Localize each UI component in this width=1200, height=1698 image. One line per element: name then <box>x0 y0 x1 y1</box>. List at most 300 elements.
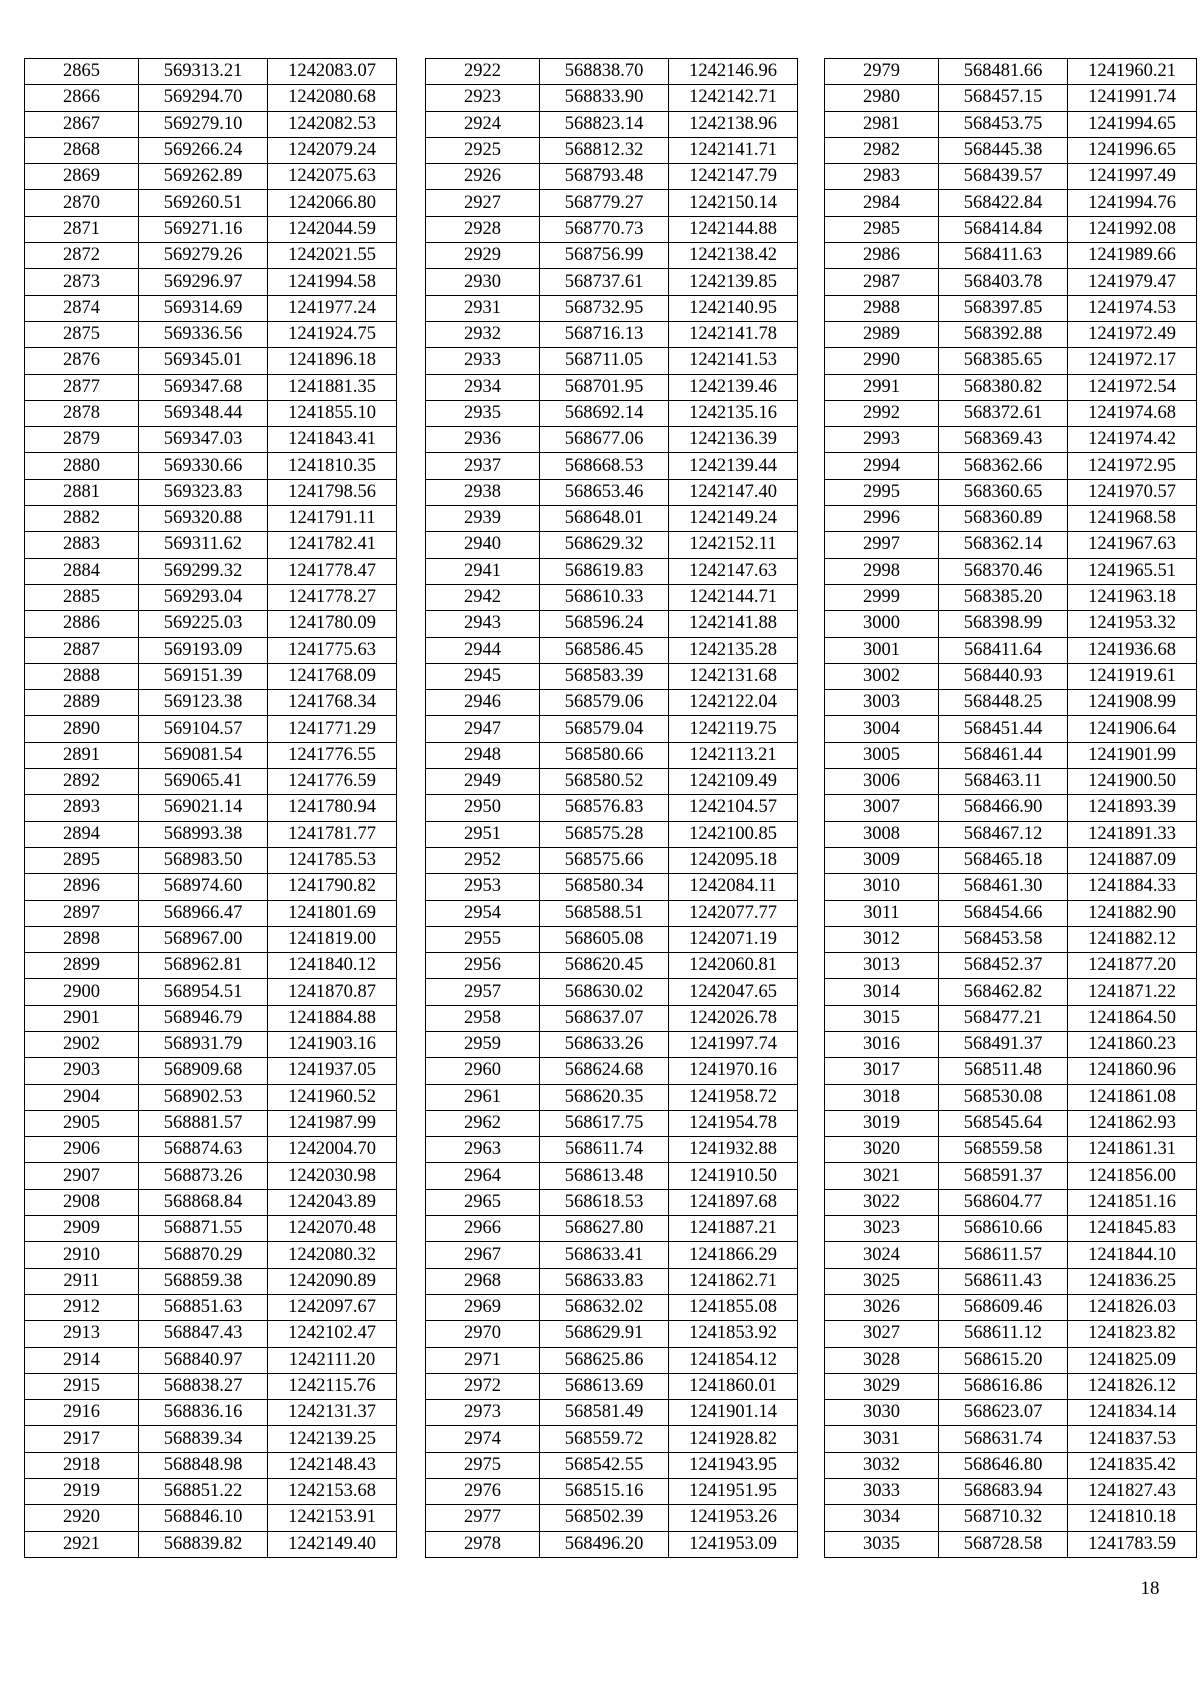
table-row <box>426 1505 798 1531</box>
point-number-cell: 3026 <box>825 1294 939 1320</box>
table-row <box>25 1005 397 1031</box>
point-number-cell: 2956 <box>426 953 540 979</box>
y-coordinate-cell: 1241855.08 <box>669 1294 798 1320</box>
point-number-cell: 2935 <box>426 400 540 426</box>
x-coordinate-cell: 568542.55 <box>540 1452 669 1478</box>
point-number-cell: 2983 <box>825 164 939 190</box>
table-row <box>25 900 397 926</box>
y-coordinate-cell: 1242152.11 <box>669 532 798 558</box>
x-coordinate-cell: 568398.99 <box>939 611 1068 637</box>
table-row <box>25 243 397 269</box>
point-number-cell: 3017 <box>825 1058 939 1084</box>
coordinate-table-1 <box>24 58 397 1558</box>
point-number-cell: 3016 <box>825 1031 939 1057</box>
y-coordinate-cell: 1242090.89 <box>268 1268 397 1294</box>
x-coordinate-cell: 568511.48 <box>939 1058 1068 1084</box>
y-coordinate-cell: 1241908.99 <box>1068 690 1197 716</box>
y-coordinate-cell: 1242115.76 <box>268 1373 397 1399</box>
x-coordinate-cell: 568462.82 <box>939 979 1068 1005</box>
y-coordinate-cell: 1241953.26 <box>669 1505 798 1531</box>
point-number-cell: 2919 <box>25 1479 139 1505</box>
y-coordinate-cell: 1241851.16 <box>1068 1189 1197 1215</box>
table-row <box>25 269 397 295</box>
x-coordinate-cell: 569081.54 <box>139 742 268 768</box>
table-row <box>25 1321 397 1347</box>
table-row <box>426 953 798 979</box>
y-coordinate-cell: 1242104.57 <box>669 795 798 821</box>
point-number-cell: 3009 <box>825 847 939 873</box>
point-number-cell: 2923 <box>426 85 540 111</box>
y-coordinate-cell: 1241972.54 <box>1068 374 1197 400</box>
point-number-cell: 2953 <box>426 874 540 900</box>
y-coordinate-cell: 1241783.59 <box>1068 1531 1197 1557</box>
x-coordinate-cell: 568737.61 <box>540 269 669 295</box>
table-row <box>426 716 798 742</box>
point-number-cell: 2931 <box>426 295 540 321</box>
x-coordinate-cell: 568623.07 <box>939 1400 1068 1426</box>
point-number-cell: 2898 <box>25 926 139 952</box>
table-row <box>426 1531 798 1557</box>
table-row <box>25 295 397 321</box>
x-coordinate-cell: 568586.45 <box>540 637 669 663</box>
table-row <box>825 111 1197 137</box>
y-coordinate-cell: 1241972.95 <box>1068 453 1197 479</box>
y-coordinate-cell: 1241861.08 <box>1068 1084 1197 1110</box>
y-coordinate-cell: 1241896.18 <box>268 348 397 374</box>
table-row <box>426 1189 798 1215</box>
table-row <box>25 663 397 689</box>
table-row <box>426 59 798 85</box>
point-number-cell: 3019 <box>825 1110 939 1136</box>
table-row <box>426 1242 798 1268</box>
table-row <box>825 874 1197 900</box>
x-coordinate-cell: 568993.38 <box>139 821 268 847</box>
table-row <box>25 111 397 137</box>
y-coordinate-cell: 1241958.72 <box>669 1084 798 1110</box>
x-coordinate-cell: 568946.79 <box>139 1005 268 1031</box>
y-coordinate-cell: 1241994.58 <box>268 269 397 295</box>
point-number-cell: 2970 <box>426 1321 540 1347</box>
x-coordinate-cell: 568385.20 <box>939 584 1068 610</box>
x-coordinate-cell: 568793.48 <box>540 164 669 190</box>
point-number-cell: 2918 <box>25 1452 139 1478</box>
table-row <box>426 269 798 295</box>
x-coordinate-cell: 568559.72 <box>540 1426 669 1452</box>
point-number-cell: 2903 <box>25 1058 139 1084</box>
x-coordinate-cell: 569262.89 <box>139 164 268 190</box>
x-coordinate-cell: 568457.15 <box>939 85 1068 111</box>
x-coordinate-cell: 568439.57 <box>939 164 1068 190</box>
point-number-cell: 2883 <box>25 532 139 558</box>
x-coordinate-cell: 568618.53 <box>540 1189 669 1215</box>
point-number-cell: 2998 <box>825 558 939 584</box>
x-coordinate-cell: 568411.63 <box>939 243 1068 269</box>
y-coordinate-cell: 1241837.53 <box>1068 1426 1197 1452</box>
y-coordinate-cell: 1241844.10 <box>1068 1242 1197 1268</box>
x-coordinate-cell: 568677.06 <box>540 427 669 453</box>
x-coordinate-cell: 568833.90 <box>540 85 669 111</box>
point-number-cell: 3008 <box>825 821 939 847</box>
y-coordinate-cell: 1241953.32 <box>1068 611 1197 637</box>
x-coordinate-cell: 568633.26 <box>540 1031 669 1057</box>
point-number-cell: 2902 <box>25 1031 139 1057</box>
point-number-cell: 2991 <box>825 374 939 400</box>
x-coordinate-cell: 568624.68 <box>540 1058 669 1084</box>
x-coordinate-cell: 568870.29 <box>139 1242 268 1268</box>
x-coordinate-cell: 568756.99 <box>540 243 669 269</box>
y-coordinate-cell: 1242070.48 <box>268 1216 397 1242</box>
point-number-cell: 2972 <box>426 1373 540 1399</box>
point-number-cell: 2937 <box>426 453 540 479</box>
point-number-cell: 3030 <box>825 1400 939 1426</box>
x-coordinate-cell: 568385.65 <box>939 348 1068 374</box>
point-number-cell: 2951 <box>426 821 540 847</box>
y-coordinate-cell: 1242075.63 <box>268 164 397 190</box>
point-number-cell: 2986 <box>825 243 939 269</box>
y-coordinate-cell: 1241856.00 <box>1068 1163 1197 1189</box>
x-coordinate-cell: 568962.81 <box>139 953 268 979</box>
point-number-cell: 2976 <box>426 1479 540 1505</box>
table-row <box>25 1505 397 1531</box>
y-coordinate-cell: 1241928.82 <box>669 1426 798 1452</box>
y-coordinate-cell: 1241785.53 <box>268 847 397 873</box>
table-row <box>825 1426 1197 1452</box>
table-row <box>825 1373 1197 1399</box>
y-coordinate-cell: 1241974.53 <box>1068 295 1197 321</box>
table-row <box>426 1426 798 1452</box>
x-coordinate-cell: 568881.57 <box>139 1110 268 1136</box>
x-coordinate-cell: 568580.66 <box>540 742 669 768</box>
y-coordinate-cell: 1242080.32 <box>268 1242 397 1268</box>
table-row <box>825 137 1197 163</box>
x-coordinate-cell: 568465.18 <box>939 847 1068 873</box>
point-number-cell: 2955 <box>426 926 540 952</box>
y-coordinate-cell: 1241972.17 <box>1068 348 1197 374</box>
y-coordinate-cell: 1242109.49 <box>669 769 798 795</box>
x-coordinate-cell: 568611.57 <box>939 1242 1068 1268</box>
table-row <box>426 979 798 1005</box>
point-number-cell: 2940 <box>426 532 540 558</box>
x-coordinate-cell: 568868.84 <box>139 1189 268 1215</box>
y-coordinate-cell: 1242141.88 <box>669 611 798 637</box>
table-row <box>825 1321 1197 1347</box>
point-number-cell: 2914 <box>25 1347 139 1373</box>
table-row <box>25 1373 397 1399</box>
x-coordinate-cell: 568840.97 <box>139 1347 268 1373</box>
table-row <box>426 558 798 584</box>
y-coordinate-cell: 1241862.93 <box>1068 1110 1197 1136</box>
table-row <box>426 690 798 716</box>
table-row <box>25 742 397 768</box>
table-row <box>825 374 1197 400</box>
x-coordinate-cell: 568530.08 <box>939 1084 1068 1110</box>
point-number-cell: 2876 <box>25 348 139 374</box>
point-number-cell: 2954 <box>426 900 540 926</box>
x-coordinate-cell: 568653.46 <box>540 479 669 505</box>
table-row <box>426 243 798 269</box>
table-row <box>25 1163 397 1189</box>
point-number-cell: 3006 <box>825 769 939 795</box>
x-coordinate-cell: 568966.47 <box>139 900 268 926</box>
y-coordinate-cell: 1242139.25 <box>268 1426 397 1452</box>
y-coordinate-cell: 1242144.88 <box>669 216 798 242</box>
point-number-cell: 2988 <box>825 295 939 321</box>
x-coordinate-cell: 569279.26 <box>139 243 268 269</box>
table-row <box>25 926 397 952</box>
x-coordinate-cell: 568701.95 <box>540 374 669 400</box>
table-row <box>426 663 798 689</box>
point-number-cell: 2887 <box>25 637 139 663</box>
table-row <box>825 953 1197 979</box>
table-row <box>426 1084 798 1110</box>
y-coordinate-cell: 1242149.24 <box>669 506 798 532</box>
y-coordinate-cell: 1241823.82 <box>1068 1321 1197 1347</box>
y-coordinate-cell: 1241780.94 <box>268 795 397 821</box>
y-coordinate-cell: 1242141.53 <box>669 348 798 374</box>
x-coordinate-cell: 568692.14 <box>540 400 669 426</box>
table-row <box>426 769 798 795</box>
point-number-cell: 3024 <box>825 1242 939 1268</box>
point-number-cell: 2966 <box>426 1216 540 1242</box>
y-coordinate-cell: 1241960.52 <box>268 1084 397 1110</box>
x-coordinate-cell: 569320.88 <box>139 506 268 532</box>
table-row <box>426 427 798 453</box>
point-number-cell: 2947 <box>426 716 540 742</box>
y-coordinate-cell: 1241776.55 <box>268 742 397 768</box>
x-coordinate-cell: 568414.84 <box>939 216 1068 242</box>
point-number-cell: 2897 <box>25 900 139 926</box>
point-number-cell: 2877 <box>25 374 139 400</box>
x-coordinate-cell: 569021.14 <box>139 795 268 821</box>
y-coordinate-cell: 1241994.76 <box>1068 190 1197 216</box>
point-number-cell: 2962 <box>426 1110 540 1136</box>
point-number-cell: 2978 <box>426 1531 540 1557</box>
x-coordinate-cell: 568611.12 <box>939 1321 1068 1347</box>
point-number-cell: 2880 <box>25 453 139 479</box>
point-number-cell: 3018 <box>825 1084 939 1110</box>
table-row <box>825 663 1197 689</box>
point-number-cell: 2949 <box>426 769 540 795</box>
y-coordinate-cell: 1241775.63 <box>268 637 397 663</box>
table-row <box>25 427 397 453</box>
point-number-cell: 2889 <box>25 690 139 716</box>
y-coordinate-cell: 1241989.66 <box>1068 243 1197 269</box>
y-coordinate-cell: 1241826.03 <box>1068 1294 1197 1320</box>
point-number-cell: 2886 <box>25 611 139 637</box>
point-number-cell: 2870 <box>25 190 139 216</box>
y-coordinate-cell: 1241936.68 <box>1068 637 1197 663</box>
y-coordinate-cell: 1241974.42 <box>1068 427 1197 453</box>
point-number-cell: 2873 <box>25 269 139 295</box>
y-coordinate-cell: 1242138.96 <box>669 111 798 137</box>
point-number-cell: 2881 <box>25 479 139 505</box>
x-coordinate-cell: 568838.27 <box>139 1373 268 1399</box>
point-number-cell: 2950 <box>426 795 540 821</box>
x-coordinate-cell: 568871.55 <box>139 1216 268 1242</box>
y-coordinate-cell: 1241882.90 <box>1068 900 1197 926</box>
y-coordinate-cell: 1241994.65 <box>1068 111 1197 137</box>
table-row <box>825 85 1197 111</box>
table-row <box>825 1505 1197 1531</box>
point-number-cell: 2936 <box>426 427 540 453</box>
y-coordinate-cell: 1241835.42 <box>1068 1452 1197 1478</box>
point-number-cell: 2871 <box>25 216 139 242</box>
table-row <box>426 1373 798 1399</box>
x-coordinate-cell: 568611.43 <box>939 1268 1068 1294</box>
x-coordinate-cell: 568453.75 <box>939 111 1068 137</box>
point-number-cell: 2921 <box>25 1531 139 1557</box>
y-coordinate-cell: 1241893.39 <box>1068 795 1197 821</box>
table-row <box>25 1242 397 1268</box>
table-row <box>426 1268 798 1294</box>
point-number-cell: 3005 <box>825 742 939 768</box>
point-number-cell: 2944 <box>426 637 540 663</box>
x-coordinate-cell: 568629.32 <box>540 532 669 558</box>
x-coordinate-cell: 568847.43 <box>139 1321 268 1347</box>
table-row <box>25 1479 397 1505</box>
y-coordinate-cell: 1242150.14 <box>669 190 798 216</box>
table-row <box>825 1294 1197 1320</box>
x-coordinate-cell: 569336.56 <box>139 321 268 347</box>
point-number-cell: 2980 <box>825 85 939 111</box>
x-coordinate-cell: 568397.85 <box>939 295 1068 321</box>
point-number-cell: 2943 <box>426 611 540 637</box>
table-row <box>25 479 397 505</box>
x-coordinate-cell: 568576.83 <box>540 795 669 821</box>
y-coordinate-cell: 1241870.87 <box>268 979 397 1005</box>
y-coordinate-cell: 1241996.65 <box>1068 137 1197 163</box>
table-row <box>25 532 397 558</box>
table-row <box>825 295 1197 321</box>
table-row <box>825 716 1197 742</box>
y-coordinate-cell: 1241951.95 <box>669 1479 798 1505</box>
x-coordinate-cell: 568451.44 <box>939 716 1068 742</box>
y-coordinate-cell: 1241972.49 <box>1068 321 1197 347</box>
table-row <box>25 400 397 426</box>
point-number-cell: 2969 <box>426 1294 540 1320</box>
y-coordinate-cell: 1241960.21 <box>1068 59 1197 85</box>
table-row <box>825 611 1197 637</box>
x-coordinate-cell: 568874.63 <box>139 1137 268 1163</box>
point-number-cell: 2925 <box>426 137 540 163</box>
point-number-cell: 2928 <box>426 216 540 242</box>
point-number-cell: 2995 <box>825 479 939 505</box>
table-row <box>426 1400 798 1426</box>
x-coordinate-cell: 568620.35 <box>540 1084 669 1110</box>
y-coordinate-cell: 1242071.19 <box>669 926 798 952</box>
y-coordinate-cell: 1241871.22 <box>1068 979 1197 1005</box>
x-coordinate-cell: 568604.77 <box>939 1189 1068 1215</box>
table-row <box>825 506 1197 532</box>
y-coordinate-cell: 1241827.43 <box>1068 1479 1197 1505</box>
table-row <box>25 847 397 873</box>
x-coordinate-cell: 568710.32 <box>939 1505 1068 1531</box>
point-number-cell: 2957 <box>426 979 540 1005</box>
point-number-cell: 2912 <box>25 1294 139 1320</box>
table-row <box>825 348 1197 374</box>
y-coordinate-cell: 1241965.51 <box>1068 558 1197 584</box>
y-coordinate-cell: 1241810.18 <box>1068 1505 1197 1531</box>
y-coordinate-cell: 1241855.10 <box>268 400 397 426</box>
x-coordinate-cell: 568615.20 <box>939 1347 1068 1373</box>
point-number-cell: 2945 <box>426 663 540 689</box>
table-row <box>426 584 798 610</box>
y-coordinate-cell: 1241901.99 <box>1068 742 1197 768</box>
table-row <box>426 164 798 190</box>
table-row <box>825 321 1197 347</box>
point-number-cell: 3002 <box>825 663 939 689</box>
x-coordinate-cell: 568360.65 <box>939 479 1068 505</box>
point-number-cell: 2920 <box>25 1505 139 1531</box>
point-number-cell: 2907 <box>25 1163 139 1189</box>
x-coordinate-cell: 568859.38 <box>139 1268 268 1294</box>
table-row <box>825 400 1197 426</box>
point-number-cell: 3004 <box>825 716 939 742</box>
x-coordinate-cell: 568711.05 <box>540 348 669 374</box>
table-row <box>825 216 1197 242</box>
table-row <box>825 637 1197 663</box>
point-number-cell: 2948 <box>426 742 540 768</box>
table-row <box>825 1110 1197 1136</box>
point-number-cell: 2939 <box>426 506 540 532</box>
x-coordinate-cell: 568812.32 <box>540 137 669 163</box>
x-coordinate-cell: 568839.34 <box>139 1426 268 1452</box>
x-coordinate-cell: 568463.11 <box>939 769 1068 795</box>
point-number-cell: 2899 <box>25 953 139 979</box>
x-coordinate-cell: 568440.93 <box>939 663 1068 689</box>
y-coordinate-cell: 1242146.96 <box>669 59 798 85</box>
table-row <box>426 137 798 163</box>
x-coordinate-cell: 568770.73 <box>540 216 669 242</box>
x-coordinate-cell: 568668.53 <box>540 453 669 479</box>
table-row <box>426 216 798 242</box>
x-coordinate-cell: 569104.57 <box>139 716 268 742</box>
y-coordinate-cell: 1241992.08 <box>1068 216 1197 242</box>
x-coordinate-cell: 568931.79 <box>139 1031 268 1057</box>
table-row <box>25 1426 397 1452</box>
point-number-cell: 2868 <box>25 137 139 163</box>
table-row <box>25 1268 397 1294</box>
x-coordinate-cell: 568630.02 <box>540 979 669 1005</box>
point-number-cell: 2987 <box>825 269 939 295</box>
x-coordinate-cell: 568559.58 <box>939 1137 1068 1163</box>
x-coordinate-cell: 568631.74 <box>939 1426 1068 1452</box>
table-row <box>825 1268 1197 1294</box>
table-row <box>25 216 397 242</box>
table-row <box>25 1110 397 1136</box>
x-coordinate-cell: 568617.75 <box>540 1110 669 1136</box>
y-coordinate-cell: 1242149.40 <box>268 1531 397 1557</box>
y-coordinate-cell: 1241854.12 <box>669 1347 798 1373</box>
table-row <box>25 85 397 111</box>
point-number-cell: 2965 <box>426 1189 540 1215</box>
point-number-cell: 2879 <box>25 427 139 453</box>
point-number-cell: 2968 <box>426 1268 540 1294</box>
y-coordinate-cell: 1241884.33 <box>1068 874 1197 900</box>
point-number-cell: 3020 <box>825 1137 939 1163</box>
y-coordinate-cell: 1241826.12 <box>1068 1373 1197 1399</box>
y-coordinate-cell: 1241860.01 <box>669 1373 798 1399</box>
x-coordinate-cell: 568839.82 <box>139 1531 268 1557</box>
x-coordinate-cell: 568605.08 <box>540 926 669 952</box>
table-row <box>825 59 1197 85</box>
point-number-cell: 3029 <box>825 1373 939 1399</box>
y-coordinate-cell: 1241979.47 <box>1068 269 1197 295</box>
x-coordinate-cell: 568627.80 <box>540 1216 669 1242</box>
x-coordinate-cell: 568823.14 <box>540 111 669 137</box>
y-coordinate-cell: 1242119.75 <box>669 716 798 742</box>
x-coordinate-cell: 568909.68 <box>139 1058 268 1084</box>
